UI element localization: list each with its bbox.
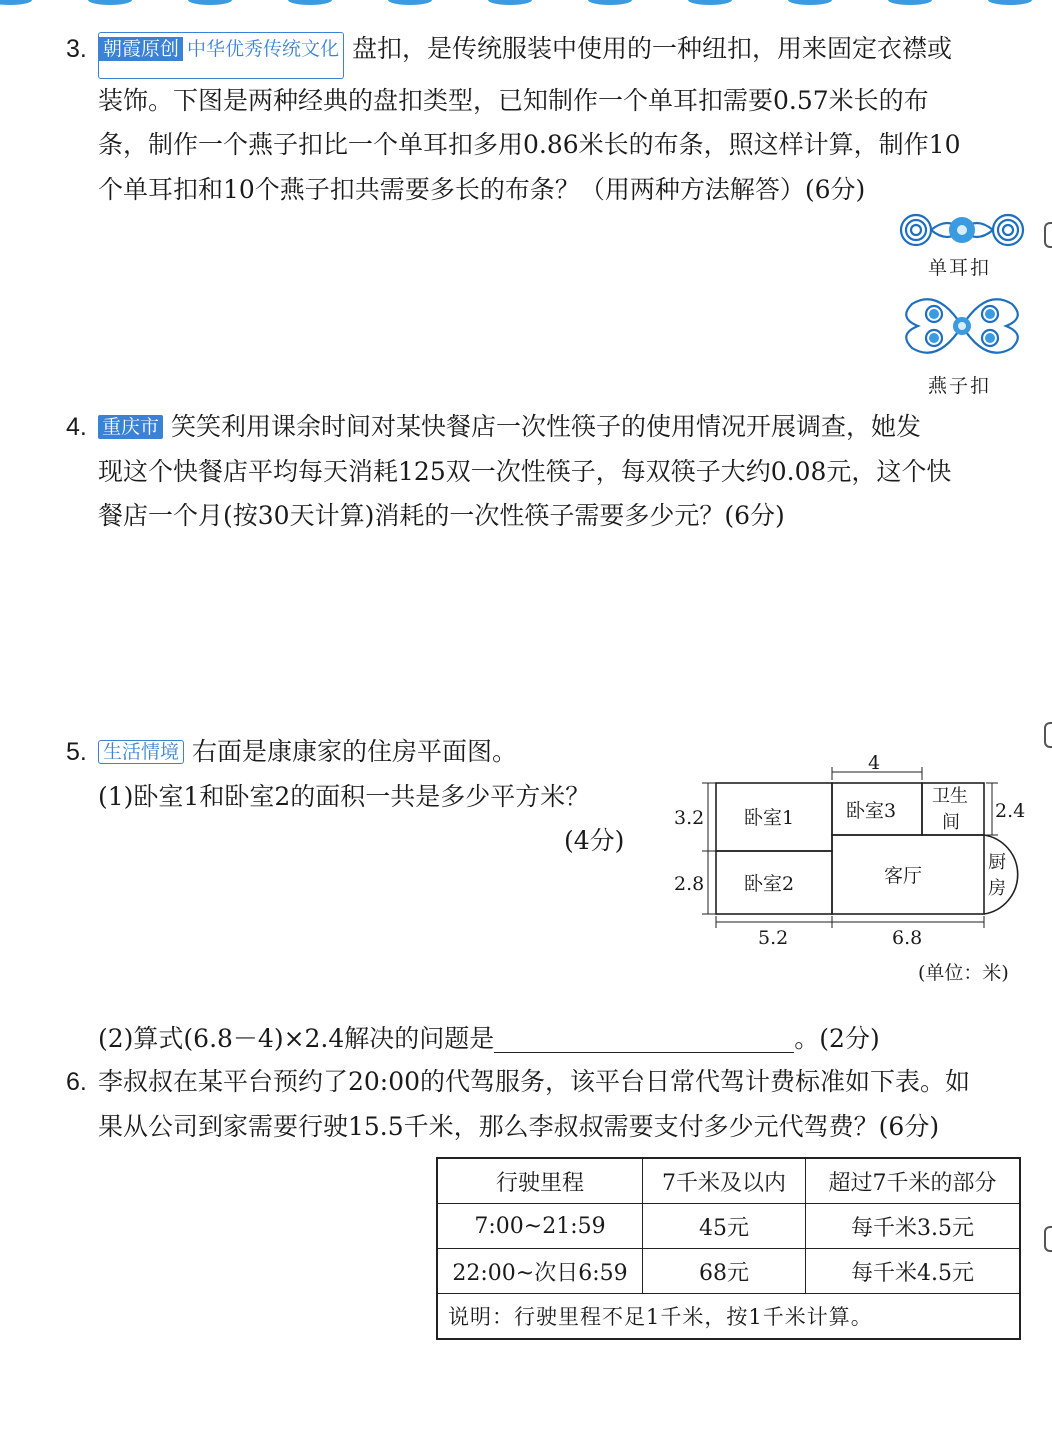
side-mark (1044, 222, 1052, 248)
table-header: 超过7千米的部分 (806, 1158, 1021, 1204)
unit-note: (单位：米) (918, 962, 1009, 984)
question-text: 盘扣，是传统服装中使用的一种纽扣，用来固定衣襟或 (351, 34, 952, 63)
sub-question-2: (2)算式(6.8－4)×2.4解决的问题是 (98, 1024, 495, 1053)
table-cell: 7:00~21:59 (437, 1204, 643, 1249)
table-cell: 每千米4.5元 (806, 1249, 1021, 1294)
question-number: 3. (66, 35, 87, 63)
label-bedroom2: 卧室2 (744, 873, 795, 895)
dim-right: 2.4 (995, 800, 1026, 822)
table-cell: 22:00~次日6:59 (437, 1249, 643, 1294)
question-text: 条，制作一个燕子扣比一个单耳扣多用0.86米长的布条，照这样计算，制作10 (98, 130, 961, 159)
fare-table (436, 1157, 1021, 1340)
question-text: 餐店一个月(按30天计算)消耗的一次性筷子需要多少元？(6分) (98, 501, 785, 530)
tag-original: 朝霞原创 (99, 37, 183, 61)
room-kitchen (984, 835, 1018, 914)
sub-question-1: (1)卧室1和卧室2的面积一共是多少平方米？ (98, 781, 591, 811)
region-tag: 重庆市 (98, 415, 163, 439)
score-label: (4分) (564, 826, 625, 855)
question-number: 4. (66, 413, 87, 441)
question-text: 笑笑利用课余时间对某快餐店一次性筷子的使用情况开展调查，她发 (170, 412, 921, 441)
swallow-knot-illustration (898, 288, 1028, 364)
floor-plan (670, 750, 1030, 955)
top-border-decoration (0, 0, 1052, 10)
table-cell: 68元 (643, 1249, 806, 1294)
table-cell: 每千米3.5元 (806, 1204, 1021, 1249)
tag-culture: 中华优秀传统文化 (187, 38, 340, 60)
question-number: 6. (66, 1068, 87, 1096)
table-header: 行驶里程 (437, 1158, 643, 1204)
question-6 (66, 1060, 1026, 1149)
dim-left-upper: 3.2 (674, 807, 705, 829)
question-5-part-2 (66, 1017, 1026, 1062)
table-note-row (437, 1294, 1020, 1340)
table-cell: 45元 (643, 1204, 806, 1249)
table-note: 说明：行驶里程不足1千米，按1千米计算。 (437, 1294, 1020, 1340)
question-text: 果从公司到家需要行驶15.5千米，那么李叔叔需要支付多少元代驾费？(6分) (98, 1111, 940, 1141)
question-4 (66, 405, 1026, 539)
side-mark (1044, 1226, 1052, 1252)
label-bedroom3: 卧室3 (846, 800, 897, 822)
label-kitchen-1: 厨 (988, 852, 1006, 873)
dim-top: 4 (868, 752, 881, 774)
label-bedroom1: 卧室1 (744, 807, 795, 829)
label-bathroom-1: 卫生 (932, 786, 968, 807)
side-mark (1044, 722, 1052, 748)
table-row (437, 1204, 1020, 1249)
dim-bottom-right: 6.8 (892, 927, 923, 949)
answer-blank[interactable] (494, 1024, 794, 1053)
single-ear-knot-illustration (898, 208, 1028, 254)
context-tag: 生活情境 (98, 740, 184, 764)
question-text: 装饰。下图是两种经典的盘扣类型，已知制作一个单耳扣需要0.57米长的布 (98, 85, 929, 115)
table-header-row (437, 1158, 1020, 1204)
question-number: 5. (66, 738, 87, 766)
label-kitchen-2: 房 (988, 878, 1006, 899)
dim-left-lower: 2.8 (674, 873, 705, 895)
question-text: 现这个快餐店平均每天消耗125双一次性筷子，每双筷子大约0.08元，这个快 (98, 456, 952, 486)
source-tag (98, 32, 344, 79)
knot-label-single: 单耳扣 (928, 257, 992, 279)
knot-label-swallow: 燕子扣 (928, 375, 992, 397)
label-bathroom-2: 间 (942, 812, 960, 833)
table-header: 7千米及以内 (643, 1158, 806, 1204)
dim-bottom-left: 5.2 (758, 927, 789, 949)
table-row (437, 1249, 1020, 1294)
sub-question-2-score: 。(2分) (794, 1024, 880, 1053)
question-text: 个单耳扣和10个燕子扣共需要多长的布条？（用两种方法解答）(6分) (98, 174, 866, 204)
question-text: 李叔叔在某平台预约了20:00的代驾服务，该平台日常代驾计费标准如下表。如 (98, 1067, 971, 1096)
question-3 (66, 27, 1026, 212)
question-text: 右面是康康家的住房平面图。 (191, 737, 517, 766)
label-living-room: 客厅 (884, 865, 923, 887)
